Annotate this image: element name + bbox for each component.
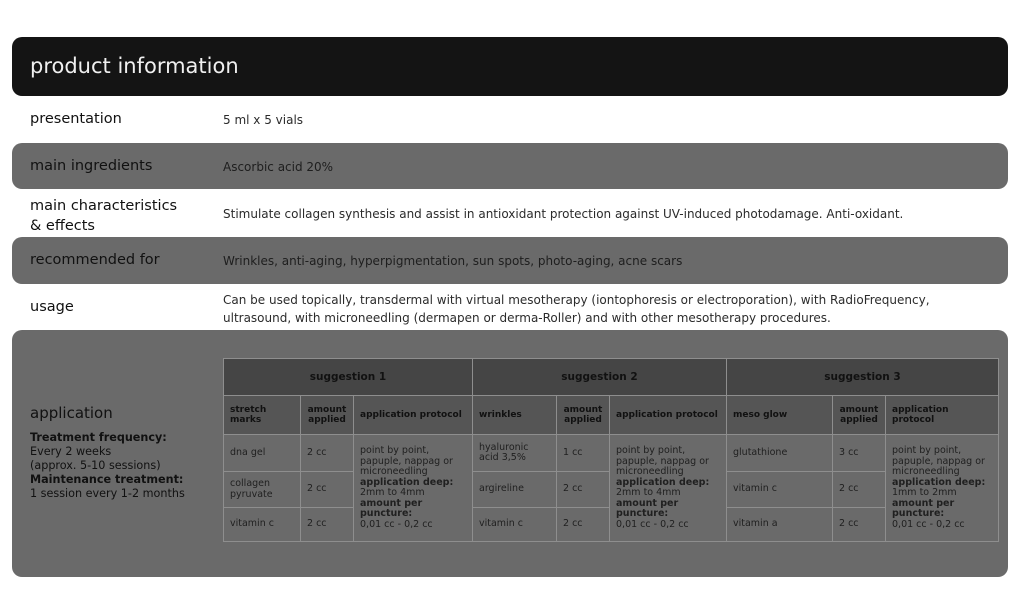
ingredient-amount: 2 cc — [833, 472, 886, 508]
row-value: Stimulate collagen synthesis and assist in antioxidant protection against UV-induced photodamage. Anti-oxidant. — [223, 207, 904, 221]
suggestions-table — [223, 358, 999, 542]
frequency-line: Every 2 weeks — [30, 445, 112, 458]
ingredient-name: vitamin c — [727, 472, 833, 508]
ingredient-name: vitamin a — [727, 508, 833, 542]
suggestion-3-title: suggestion 3 — [727, 359, 999, 396]
row-label-line: main characteristics — [30, 198, 178, 214]
maintenance-line: 1 session every 1-2 months — [30, 487, 185, 500]
application-section — [12, 330, 1008, 577]
row-usage — [12, 287, 1008, 329]
ingredient-amount: 2 cc — [301, 508, 354, 542]
row-main-ingredients — [12, 143, 1008, 189]
column-header: stretch marks — [224, 396, 301, 435]
row-label: main ingredients — [30, 158, 153, 174]
row-value: 5 ml x 5 vials — [223, 113, 304, 127]
column-header: meso glow — [727, 396, 833, 435]
row-value — [223, 291, 930, 327]
maintenance-title: Maintenance treatment: — [30, 473, 184, 486]
application-protocol: point by point, papuple, nappag or microneedling application deep: 1mm to 2mm amount per puncture: 0,01 cc - 0,2 cc — [886, 435, 999, 542]
ingredient-amount: 3 cc — [833, 435, 886, 472]
row-label: recommended for — [30, 252, 160, 268]
application-protocol: point by point, papuple, nappag or microneedling application deep: 2mm to 4mm amount per puncture: 0,01 cc - 0,2 cc — [354, 435, 473, 542]
suggestion-1-title: suggestion 1 — [224, 359, 473, 396]
ingredient-amount: 2 cc — [301, 472, 354, 508]
suggestion-2-title: suggestion 2 — [473, 359, 727, 396]
application-label: application — [30, 404, 113, 422]
row-label — [30, 196, 177, 236]
page-title: product information — [12, 37, 1008, 96]
row-value: Ascorbic acid 20% — [223, 160, 334, 174]
column-header: amount applied — [557, 396, 610, 435]
ingredient-name: collagen pyruvate — [224, 472, 301, 508]
application-notes — [30, 431, 185, 501]
ingredient-amount: 1 cc — [557, 435, 610, 472]
row-value-line: ultrasound, with microneedling (dermapen or derma-Roller) and with other mesotherapy procedures. — [223, 311, 831, 325]
ingredient-name: vitamin c — [224, 508, 301, 542]
column-header: amount applied — [833, 396, 886, 435]
row-value-line: Can be used topically, transdermal with virtual mesotherapy (iontophoresis or electroporation), with RadioFrequency, — [223, 293, 930, 307]
ingredient-name: argireline — [473, 472, 557, 508]
column-header: amount applied — [301, 396, 354, 435]
ingredient-amount: 2 cc — [557, 508, 610, 542]
row-value: Wrinkles, anti-aging, hyperpigmentation, sun spots, photo-aging, acne scars — [223, 254, 683, 268]
ingredient-amount: 2 cc — [833, 508, 886, 542]
row-characteristics — [12, 192, 1008, 236]
row-label: usage — [30, 299, 74, 315]
ingredient-name: dna gel — [224, 435, 301, 472]
ingredient-name: glutathione — [727, 435, 833, 472]
row-label-line: & effects — [30, 218, 95, 234]
ingredient-amount: 2 cc — [557, 472, 610, 508]
application-protocol: point by point, papuple, nappag or microneedling application deep: 2mm to 4mm amount per puncture: 0,01 cc - 0,2 cc — [610, 435, 727, 542]
ingredient-name: vitamin c — [473, 508, 557, 542]
column-header: application protocol — [886, 396, 999, 435]
column-header: application protocol — [610, 396, 727, 435]
row-label: presentation — [30, 111, 122, 127]
column-header: wrinkles — [473, 396, 557, 435]
frequency-line: (approx. 5-10 sessions) — [30, 459, 161, 472]
ingredient-amount: 2 cc — [301, 435, 354, 472]
frequency-title: Treatment frequency: — [30, 431, 167, 444]
row-recommended-for — [12, 237, 1008, 284]
column-header: application protocol — [354, 396, 473, 435]
row-presentation — [12, 100, 1008, 140]
ingredient-name: hyaluronic acid 3,5% — [473, 435, 557, 472]
